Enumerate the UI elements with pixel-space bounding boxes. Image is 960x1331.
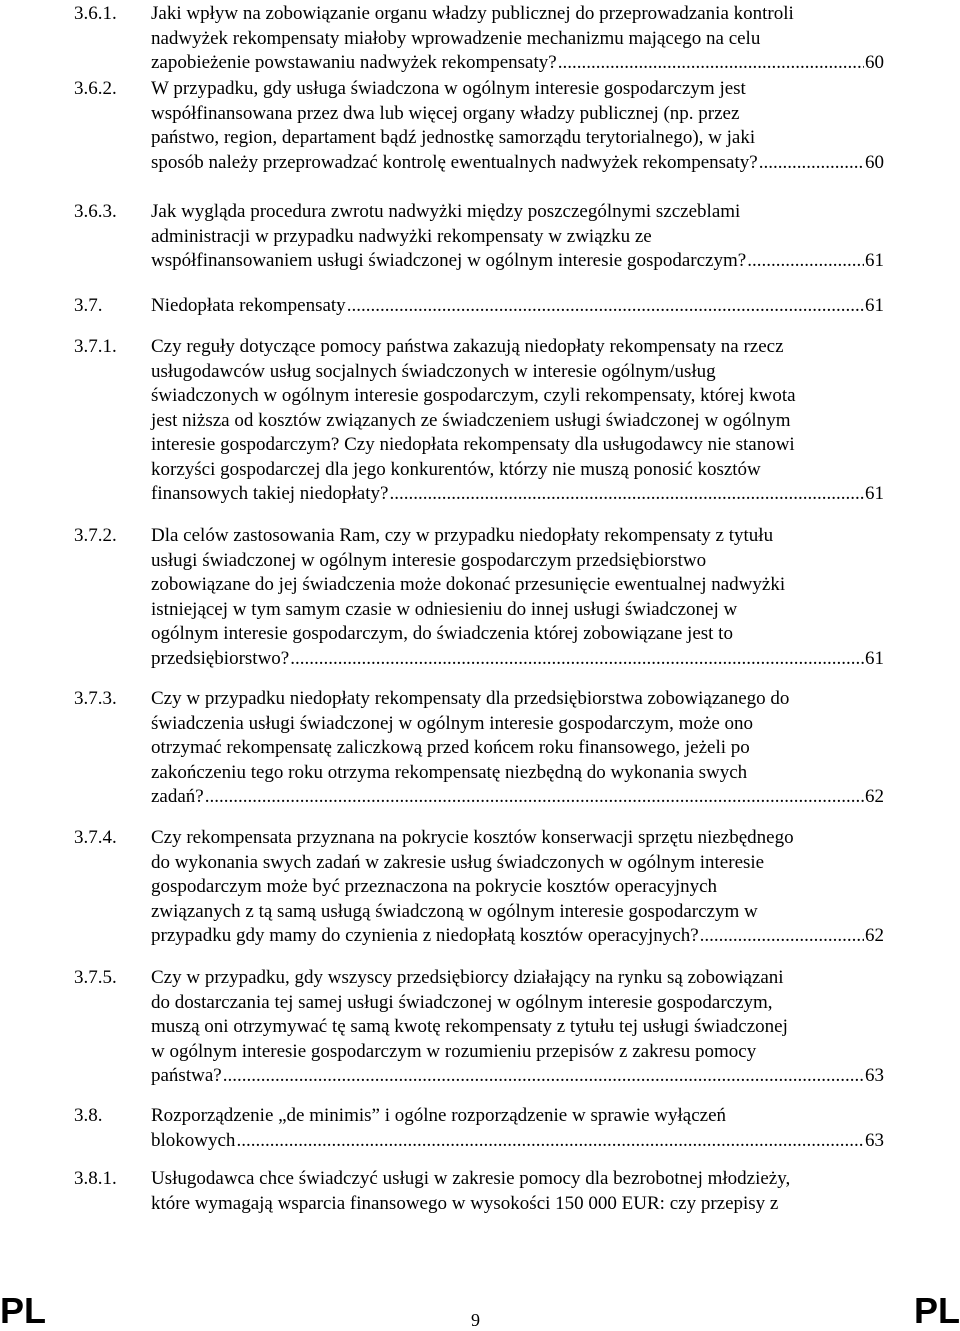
dot-leader [759,151,864,176]
toc-entry-line: jest niższa od kosztów związanych ze świadczeniem usługi świadczonej w ogólnym [151,409,791,431]
toc-entry-line: korzyści gospodarczej dla jego konkurentów, którzy nie muszą ponosić kosztów [151,458,761,480]
dot-leader [290,647,864,672]
toc-entry-number: 3.6.1. [74,3,117,24]
toc-entry-line: do wykonania swych zadań w zakresie usług świadczonych w ogólnym interesie [151,851,765,873]
toc-entry-last-line [151,151,884,176]
dot-leader [389,482,864,507]
toc-entry-line: związanych z tą samą usługą świadczoną w ogólnym interesie gospodarczym w [151,900,758,922]
toc-entry-line: Niedopłata rekompensaty [151,295,346,316]
toc-entry-line: istniejącej w tym samym czasie w odniesieniu do innej usługi świadczonej w [151,598,738,620]
toc-entry-line: świadczenia usługi świadczonej w ogólnym interesie gospodarczym, może ono [151,712,754,734]
toc-entry-line: Usługodawca chce świadczyć usługi w zakresie pomocy dla bezrobotnej młodzieży, [151,1168,791,1189]
dot-leader [347,294,864,319]
toc-entry-page-number[interactable]: 62 [865,925,884,946]
toc-entry-line: zapobieżenie powstawaniu nadwyżek rekompensaty? [151,52,557,73]
toc-entry-line: Rozporządzenie „de minimis” i ogólne rozporządzenie w sprawie wyłączeń [151,1105,727,1126]
toc-entry-line: finansowych takiej niedopłaty? [151,483,389,504]
toc-entry-line: Czy rekompensata przyznana na pokrycie kosztów konserwacji sprzętu niezbędnego [151,827,794,848]
toc-entry-title [151,524,884,671]
toc-entry-page-number[interactable]: 61 [865,250,884,271]
dot-leader [558,51,864,76]
toc-entry-title [151,77,884,175]
toc-entry-line: przypadku gdy mamy do czynienia z niedopłatą kosztów operacyjnych? [151,925,699,946]
toc-entry[interactable] [74,200,884,274]
dot-leader [223,1064,864,1089]
toc-entry-title [151,966,884,1089]
toc-entry[interactable] [74,294,884,319]
footer-language-left: PL [0,1290,47,1331]
toc-entry-line: Czy w przypadku niedopłaty rekompensaty dla przedsiębiorstwa zobowiązanego do [151,688,790,709]
toc-entry-number: 3.7.2. [74,525,117,546]
toc-entry-line: W przypadku, gdy usługa świadczona w ogólnym interesie gospodarczym jest [151,78,746,99]
toc-entry-line: w ogólnym interesie gospodarczym w rozumieniu przepisów z zakresu pomocy [151,1040,757,1062]
toc-entry-line: sposób należy przeprowadzać kontrolę ewentualnych nadwyżek rekompensaty? [151,151,758,173]
toc-entry[interactable] [74,826,884,949]
toc-entry-title [151,335,884,507]
dot-leader [236,1129,864,1154]
toc-entry-line: Jaki wpływ na zobowiązanie organu władzy publicznej do przeprowadzania kontroli [151,3,794,24]
toc-entry-line: państwo, region, departament bądź jednostkę samorządu terytorialnego), w jaki [151,127,756,148]
dot-leader [700,924,864,949]
toc-entry[interactable] [74,1104,884,1153]
toc-entry-line: które wymagają wsparcia finansowego w wysokości 150 000 EUR: czy przepisy z [151,1192,779,1214]
toc-entry-page-number[interactable]: 62 [865,786,884,807]
toc-entry-number: 3.6.2. [74,78,117,99]
toc-entry[interactable] [74,687,884,810]
toc-entry-page-number[interactable]: 63 [865,1129,884,1151]
toc-entry-number: 3.8.1. [74,1168,117,1189]
toc-entry-line: otrzymać rekompensatę zaliczkową przed końcem roku finansowego, jeżeli po [151,737,750,758]
toc-entry-line: administracji w przypadku nadwyżki rekompensaty w związku ze [151,225,652,247]
toc-entry-line: Dla celów zastosowania Ram, czy w przypadku niedopłaty rekompensaty z tytułu [151,525,774,546]
toc-entry-line: Jak wygląda procedura zwrotu nadwyżki między poszczególnymi szczeblami [151,201,741,222]
toc-entry-line: muszą oni otrzymywać tę samą kwotę rekompensaty z tytułu tej usługi świadczonej [151,1016,788,1037]
toc-entry-title [151,826,884,949]
toc-entry-line: blokowych [151,1129,236,1151]
toc-entry-last-line [151,924,884,949]
footer-language-right: PL [913,1290,960,1331]
toc-entry-page-number[interactable]: 61 [865,295,884,316]
toc-entry-title [151,1104,884,1153]
toc-entry-page-number[interactable]: 61 [865,483,884,504]
toc-entry-line: zakończeniu tego roku otrzyma rekompensatę niezbędną do wykonania swych [151,761,748,783]
toc-entry[interactable] [74,335,884,507]
toc-entry-last-line [151,1129,884,1154]
toc-entry[interactable] [74,524,884,671]
dot-leader [747,249,864,274]
toc-entry-page-number[interactable]: 60 [865,52,884,73]
toc-entry-title [151,1167,884,1216]
toc-entry-line: ogólnym interesie gospodarczym, do świadczenia której zobowiązane jest to [151,623,733,644]
toc-entry-page-number[interactable]: 60 [865,151,884,173]
toc-entry-number: 3.7.1. [74,336,117,357]
toc-entry-line: współfinansowaniem usługi świadczonej w ogólnym interesie gospodarczym? [151,250,747,271]
toc-entry[interactable] [74,1167,884,1216]
toc-entry-page-number[interactable]: 63 [865,1065,884,1086]
toc-entry-last-line [151,294,884,319]
toc-entry-last-line [151,249,884,274]
toc-entry-number: 3.8. [74,1105,103,1126]
toc-entry[interactable] [74,2,884,76]
toc-entry-title [151,687,884,810]
toc-entry-number: 3.7. [74,295,103,316]
toc-entry-line: interesie gospodarczym? Czy niedopłata rekompensaty dla usługodawcy nie stanowi [151,434,795,455]
toc-entry-last-line [151,647,884,672]
toc-entry-line: usługi świadczonej w ogólnym interesie gospodarczym przedsiębiorstwo [151,549,707,571]
toc-entry-last-line [151,1064,884,1089]
toc-entry-page-number[interactable]: 61 [865,647,884,669]
toc-entry-number: 3.7.4. [74,827,117,848]
toc-entry-last-line [151,785,884,810]
toc-entry-line: zadań? [151,786,204,807]
toc-entry[interactable] [74,966,884,1089]
toc-entry-number: 3.6.3. [74,201,117,222]
toc-entry-line: współfinansowana przez dwa lub więcej organy władzy publicznej (np. przez [151,102,740,124]
toc-entry-last-line [151,482,884,507]
toc-entry-last-line [151,51,884,76]
toc-entry[interactable] [74,77,884,175]
toc-entry-line: nadwyżek rekompensaty miałoby wprowadzenie mechanizmu mającego na celu [151,27,761,49]
toc-entry-title [151,294,884,319]
toc-entry-number: 3.7.3. [74,688,117,709]
toc-entry-line: zobowiązane do jej świadczenia może dokonać przesunięcie ewentualnej nadwyżki [151,574,786,595]
toc-entry-line: świadczonych w ogólnym interesie gospodarczym, czyli rekompensaty, której kwota [151,385,796,406]
toc-entry-line: Czy w przypadku, gdy wszyscy przedsiębiorcy działający na rynku są zobowiązani [151,967,784,988]
toc-entry-line: Czy reguły dotyczące pomocy państwa zakazują niedopłaty rekompensaty na rzecz [151,336,784,357]
toc-entry-line: usługodawców usług socjalnych świadczonych w interesie ogólnym/usług [151,360,716,382]
dot-leader [205,785,864,810]
toc-entry-line: przedsiębiorstwo? [151,647,290,669]
footer-page-number: 9 [471,1310,480,1330]
toc-entry-line: państwa? [151,1065,222,1086]
toc-entry-title [151,200,884,274]
toc-entry-number: 3.7.5. [74,967,117,988]
toc-entry-title [151,2,884,76]
toc-entry-line: gospodarczym może być przeznaczona na pokrycie kosztów operacyjnych [151,876,718,897]
toc-entry-line: do dostarczania tej samej usługi świadczonej w ogólnym interesie gospodarczym, [151,991,773,1013]
